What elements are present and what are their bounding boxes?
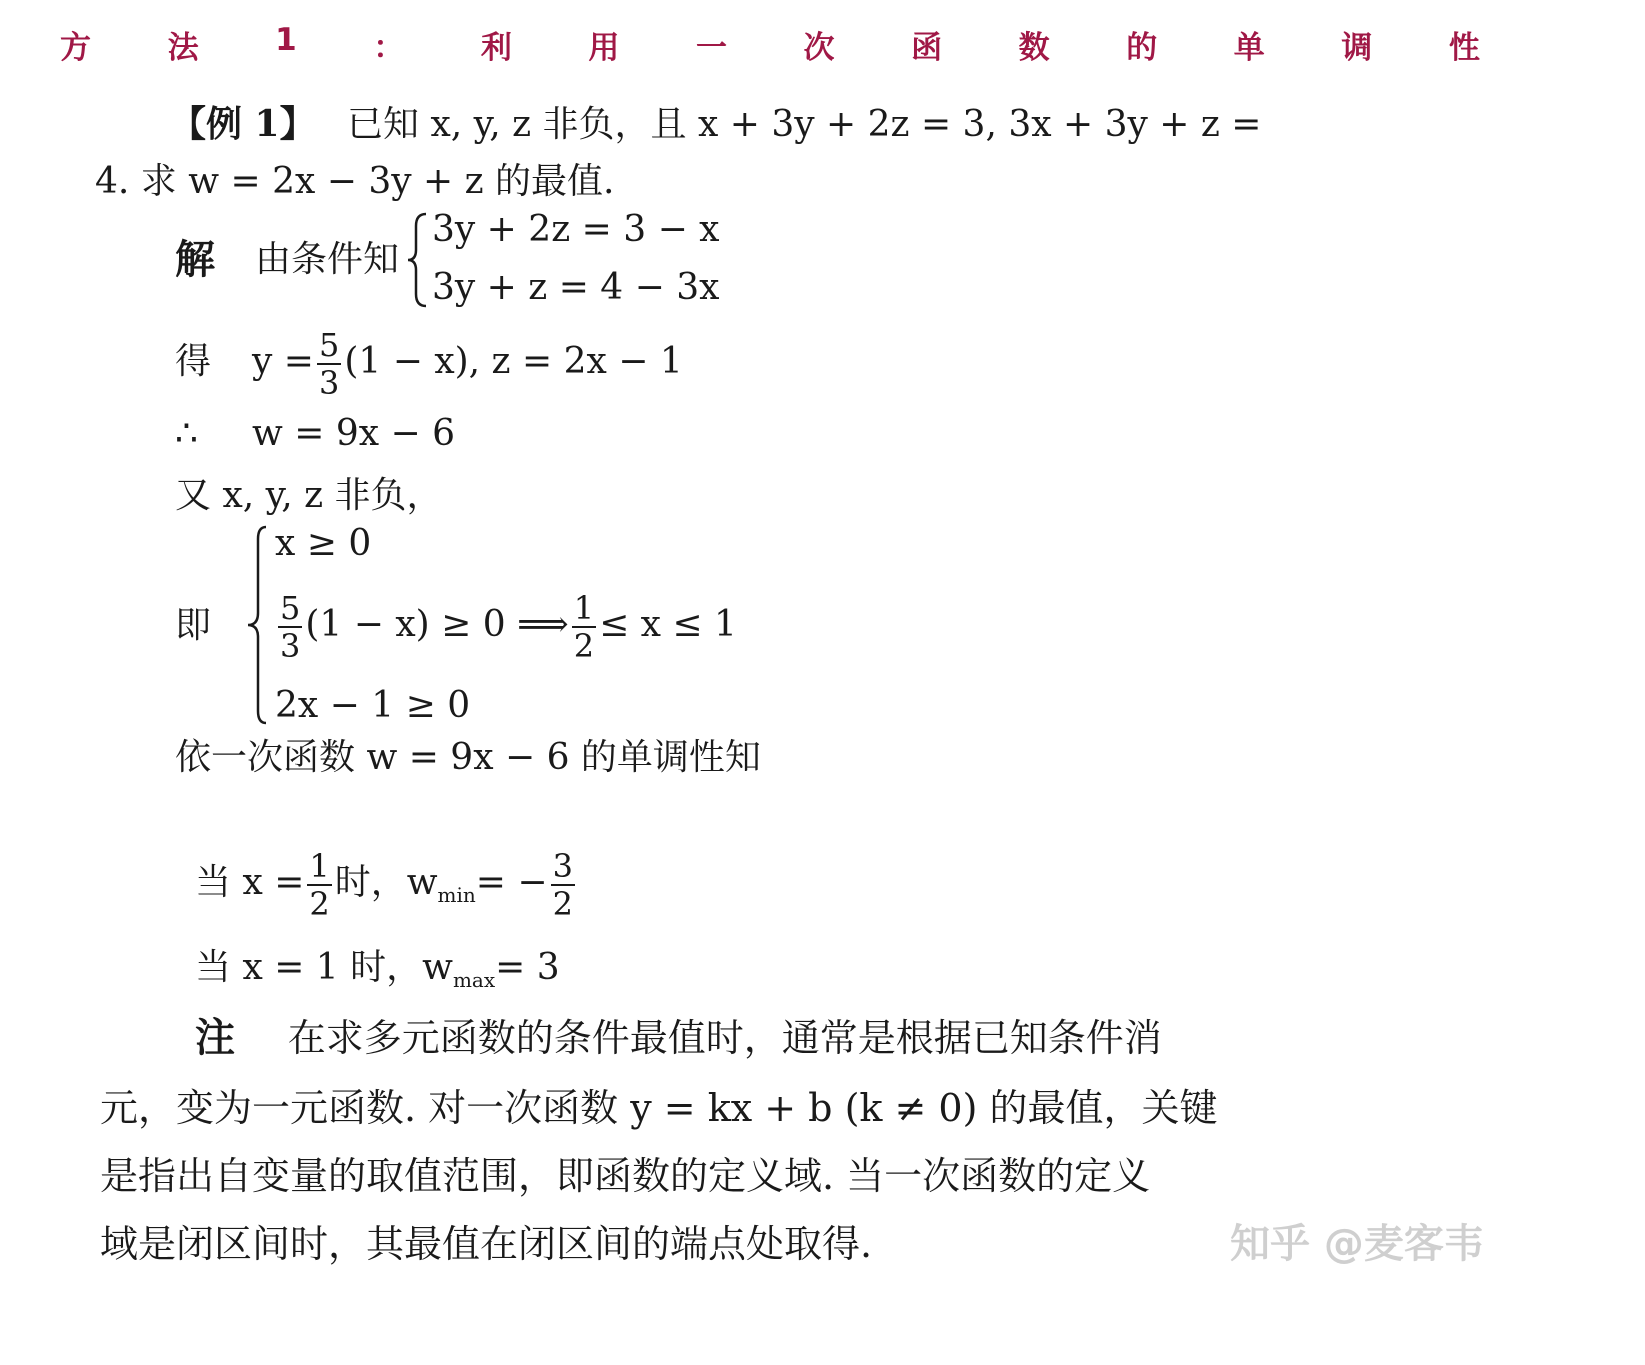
system-eq-2: 3y + z = 4 − 3x — [432, 267, 720, 308]
system-eq-1: 3y + 2z = 3 − x — [432, 209, 720, 250]
fraction-numerator: 3 — [552, 847, 573, 885]
inequality-brace — [246, 525, 270, 725]
w-equation: w = 9x − 6 — [252, 413, 456, 454]
fraction-denominator: 3 — [318, 364, 340, 402]
min-result — [195, 838, 578, 940]
fraction-denominator: 3 — [280, 627, 301, 665]
inequality-2-mid: (1 − x) ≥ 0 ⟹ — [305, 604, 569, 645]
fraction — [307, 847, 331, 923]
inequality-2-rest: ≤ x ≤ 1 — [599, 604, 737, 645]
therefore-symbol: ∴ — [175, 413, 198, 454]
max-subscript: max — [452, 968, 496, 993]
title-char: 函 — [911, 30, 943, 66]
monotonicity-statement: 依一次函数 w = 9x − 6 的单调性知 — [175, 737, 761, 778]
title-char: 单 — [1233, 30, 1265, 66]
watermark: 知乎 @麦客韦 — [1230, 1221, 1484, 1267]
fraction-numerator: 1 — [309, 847, 330, 885]
max-eq: = 3 — [495, 947, 560, 988]
ji-label: 即 — [175, 605, 212, 646]
solution-label: 解 — [175, 236, 215, 283]
fraction — [278, 589, 302, 665]
yz-result — [252, 322, 683, 402]
title-char: 方 — [60, 30, 91, 66]
title-char: 利 — [480, 30, 512, 66]
title-char: 调 — [1341, 30, 1373, 66]
title-char: 1 — [275, 22, 297, 58]
max-result — [195, 946, 560, 1002]
inequality-2 — [275, 585, 737, 665]
fraction-numerator: 5 — [280, 589, 301, 627]
fraction-numerator: 5 — [318, 326, 340, 364]
min-pre: 当 x = — [195, 862, 305, 903]
note-line-3: 是指出自变量的取值范围，即函数的定义域. 当一次函数的定义 — [100, 1154, 1151, 1198]
problem-line-1 — [170, 102, 1261, 147]
title-char: 性 — [1448, 30, 1480, 66]
note-line-1 — [195, 1016, 1162, 1060]
system-brace — [406, 212, 430, 308]
note-line-2: 元，变为一元函数. 对一次函数 y = kx + b (k ≠ 0) 的最值，关键 — [100, 1086, 1218, 1130]
note-text-1: 在求多元函数的条件最值时，通常是根据已知条件消 — [287, 1016, 1162, 1060]
title-char: 用 — [588, 30, 620, 66]
example-label: 【例 1】 — [170, 103, 316, 145]
fraction-denominator: 2 — [573, 627, 595, 665]
problem-line-2: 4. 求 w = 2x − 3y + z 的最值. — [95, 161, 615, 202]
fraction-denominator: 2 — [309, 885, 330, 923]
inequality-3: 2x − 1 ≥ 0 — [275, 685, 471, 726]
fraction-denominator: 2 — [552, 885, 573, 923]
section-title — [60, 22, 1480, 67]
nonneg-statement: 又 x, y, z 非负， — [175, 475, 443, 516]
min-subscript: min — [437, 883, 476, 908]
fraction — [551, 847, 575, 923]
title-char: 一 — [695, 30, 727, 66]
note-line-4: 域是闭区间时，其最值在闭区间的端点处取得. — [100, 1222, 873, 1266]
max-pre: 当 x = 1 时，w — [195, 947, 453, 988]
yz-rest: (1 − x), z = 2x − 1 — [344, 341, 683, 382]
fraction-numerator: 1 — [573, 589, 595, 627]
fraction — [572, 589, 596, 665]
de-label: 得 — [175, 341, 212, 382]
fraction — [317, 326, 341, 402]
y-lhs: y = — [252, 341, 314, 382]
solution-intro: 由条件知 — [255, 239, 400, 280]
min-eq: = − — [475, 862, 548, 903]
title-char: ： — [373, 30, 405, 66]
title-char: 的 — [1126, 30, 1158, 66]
problem-text-1: 已知 x, y, z 非负，且 x + 3y + 2z = 3, 3x + 3y + z = — [347, 104, 1262, 145]
note-label: 注 — [195, 1014, 235, 1061]
title-char: 数 — [1018, 30, 1050, 66]
title-char: 次 — [803, 30, 835, 66]
title-char: 法 — [167, 30, 199, 66]
min-mid: 时，w — [334, 862, 438, 903]
inequality-1: x ≥ 0 — [275, 523, 372, 564]
